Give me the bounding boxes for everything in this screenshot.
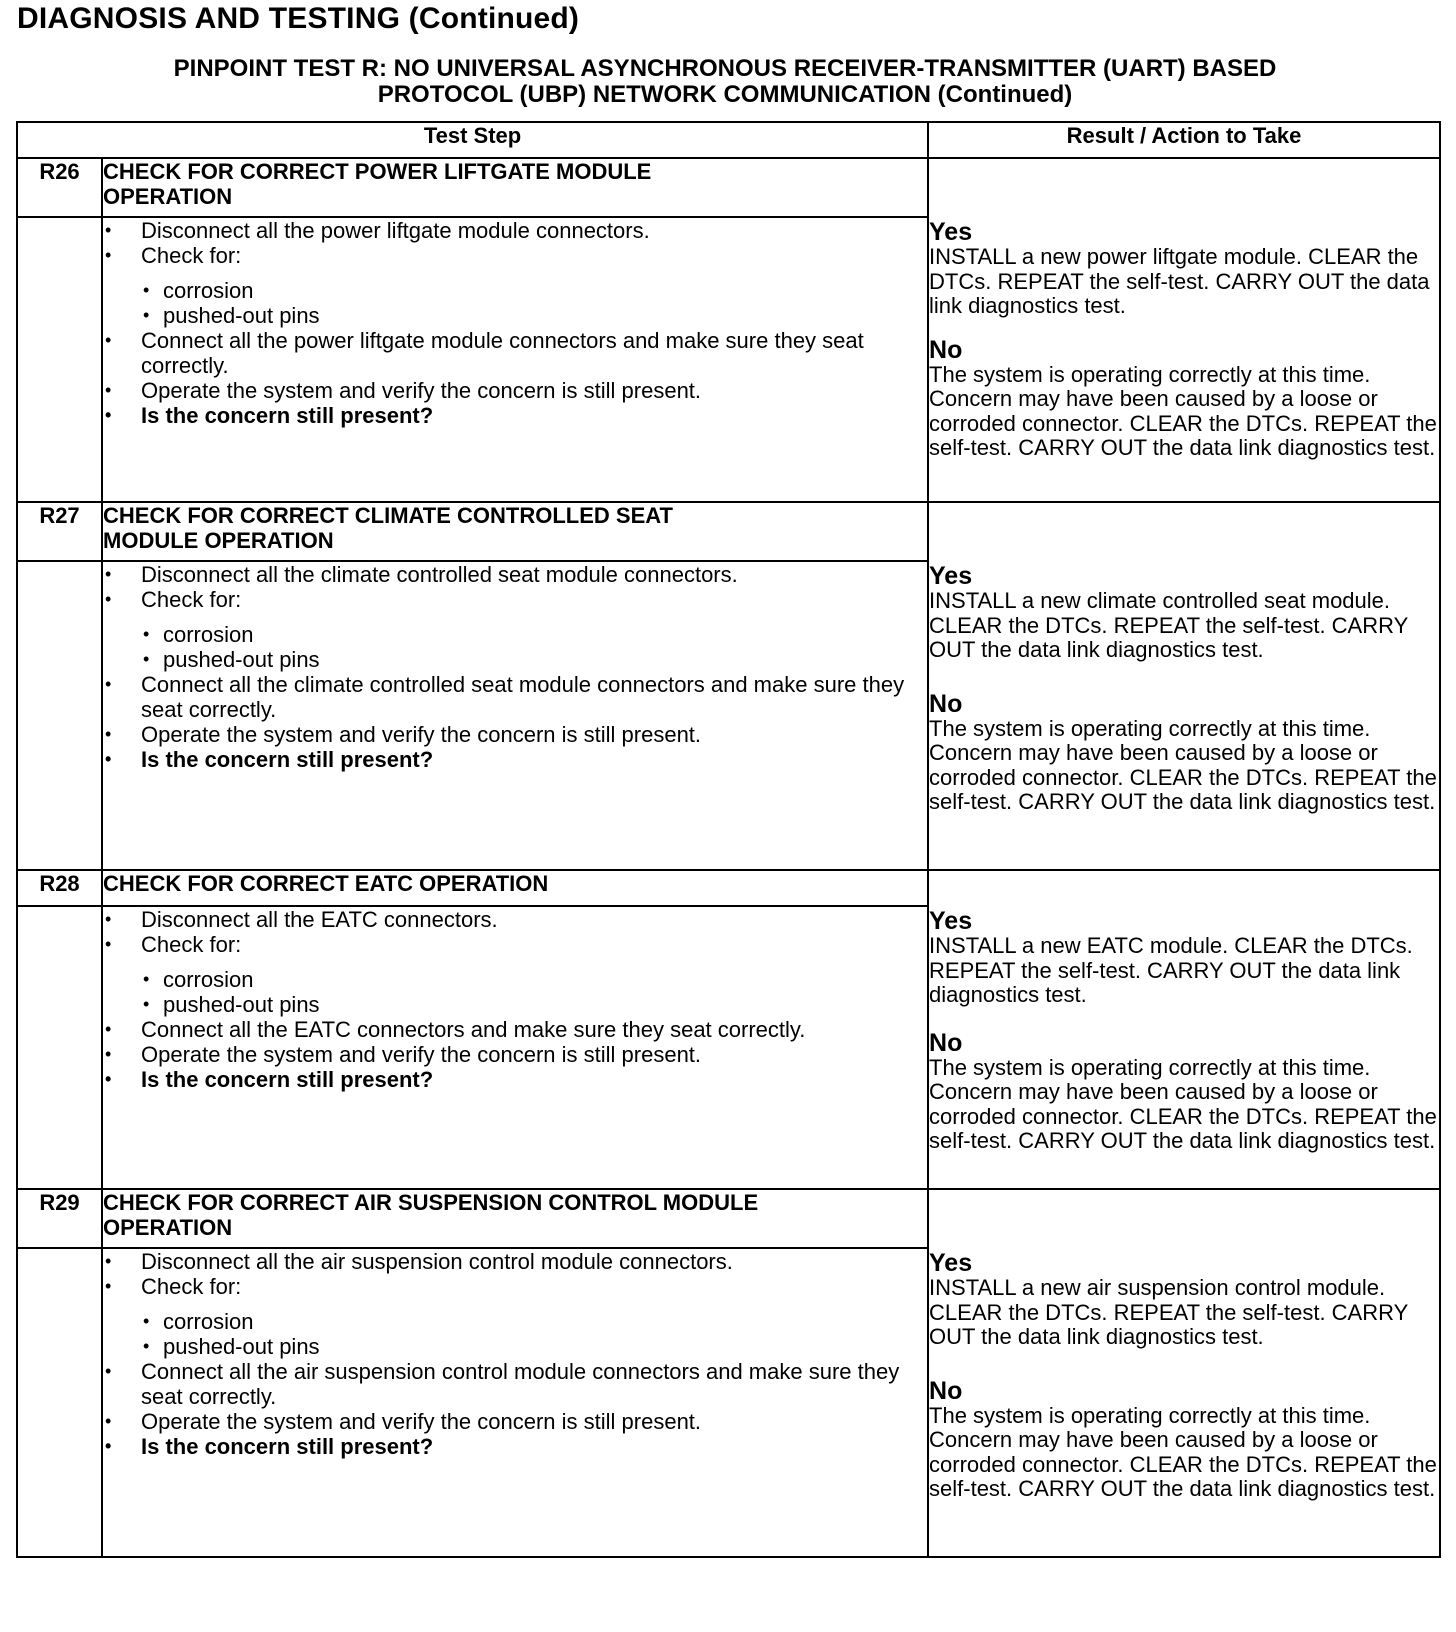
check-item: • corrosion (141, 967, 927, 992)
step-title-row (17, 502, 1440, 561)
check-for-label: Check for: (141, 587, 242, 612)
column-header-test-step: Test Step (17, 122, 928, 158)
step-title-row (17, 870, 1440, 906)
yes-action: INSTALL a new EATC module. CLEAR the DTCs. REPEAT the self-test. CARRY OUT the data link diagnostics test. (929, 933, 1413, 1007)
step-instructions (102, 1248, 928, 1557)
instruction-item: • Connect all the air suspension control module connectors and make sure they seat correctly. (103, 1359, 927, 1409)
question-item: • Is the concern still present? (103, 403, 927, 428)
yes-label: Yes (929, 907, 973, 935)
no-action: The system is operating correctly at this time. Concern may have been caused by a loose or corroded connector. CLEAR the DTCs. REPEAT the self-test. CARRY OUT the data link diagnostics test. (929, 1402, 1437, 1501)
step-id: R26 (17, 158, 102, 217)
instruction-item: • Operate the system and verify the concern is still present. (103, 378, 927, 403)
instruction-item: • Disconnect all the power liftgate module connectors. (103, 218, 927, 243)
result-no (929, 691, 1439, 815)
instruction-item: • Connect all the power liftgate module connectors and make sure they seat correctly. (103, 328, 927, 378)
result-no (929, 337, 1439, 461)
result-cell (928, 502, 1440, 870)
step-instructions (102, 217, 928, 502)
question-item: • Is the concern still present? (103, 1434, 927, 1459)
no-action: The system is operating correctly at this time. Concern may have been caused by a loose or corroded connector. CLEAR the DTCs. REPEAT the self-test. CARRY OUT the data link diagnostics test. (929, 361, 1437, 460)
page-title: DIAGNOSIS AND TESTING (Continued) (17, 2, 580, 35)
result-yes (929, 563, 1439, 663)
instruction-item: • Disconnect all the EATC connectors. (103, 907, 927, 932)
instruction-item: • Connect all the EATC connectors and make sure they seat correctly. (103, 1017, 927, 1042)
step-title-line: CHECK FOR CORRECT CLIMATE CONTROLLED SEAT (103, 503, 673, 528)
step-id: R27 (17, 502, 102, 561)
check-item: • corrosion (141, 1309, 927, 1334)
instruction-item (103, 243, 927, 328)
instruction-item: • Operate the system and verify the concern is still present. (103, 1409, 927, 1434)
yes-action: INSTALL a new air suspension control module. CLEAR the DTCs. REPEAT the self-test. CARRY OUT the data link diagnostics test. (929, 1275, 1408, 1349)
step-title-line: CHECK FOR CORRECT EATC OPERATION (103, 871, 549, 896)
step-id: R29 (17, 1189, 102, 1248)
step-instructions (102, 906, 928, 1189)
no-action: The system is operating correctly at this time. Concern may have been caused by a loose or corroded connector. CLEAR the DTCs. REPEAT the self-test. CARRY OUT the data link diagnostics test. (929, 1054, 1437, 1153)
check-for-label: Check for: (141, 932, 242, 957)
result-cell (928, 870, 1440, 1189)
check-item: • pushed-out pins (141, 303, 927, 328)
step-title (102, 158, 928, 217)
step-title (102, 870, 928, 906)
yes-action: INSTALL a new power liftgate module. CLEAR the DTCs. REPEAT the self-test. CARRY OUT the data link diagnostics test. (929, 244, 1430, 318)
check-for-label: Check for: (141, 1274, 242, 1299)
step-instructions (102, 561, 928, 870)
no-action: The system is operating correctly at this time. Concern may have been caused by a loose or corroded connector. CLEAR the DTCs. REPEAT the self-test. CARRY OUT the data link diagnostics test. (929, 715, 1437, 814)
no-label: No (929, 1028, 963, 1057)
result-yes (929, 219, 1439, 319)
yes-label: Yes (929, 1249, 973, 1277)
step-title-row (17, 1189, 1440, 1248)
pinpoint-test-title-line1: PINPOINT TEST R: NO UNIVERSAL ASYNCHRONOUS RECEIVER-TRANSMITTER (UART) BASED (173, 55, 1277, 82)
check-for-label: Check for: (141, 243, 242, 268)
pinpoint-test-table (16, 121, 1441, 1558)
check-item: • pushed-out pins (141, 992, 927, 1017)
step-id: R28 (17, 870, 102, 906)
step-title-line: MODULE OPERATION (103, 528, 334, 553)
result-no (929, 1030, 1439, 1154)
question-item: • Is the concern still present? (103, 1067, 927, 1092)
instruction-item (103, 932, 927, 1017)
pinpoint-test-title (30, 56, 1420, 108)
yes-label: Yes (929, 218, 973, 246)
instruction-item: • Disconnect all the climate controlled seat module connectors. (103, 562, 927, 587)
instruction-item (103, 587, 927, 672)
result-yes (929, 908, 1439, 1008)
step-title-line: CHECK FOR CORRECT AIR SUSPENSION CONTROL MODULE (103, 1190, 759, 1215)
result-yes (929, 1250, 1439, 1350)
check-item: • corrosion (141, 622, 927, 647)
column-header-result: Result / Action to Take (928, 122, 1440, 158)
step-title (102, 502, 928, 561)
step-title-row (17, 158, 1440, 217)
no-label: No (929, 1376, 963, 1405)
pinpoint-test-title-line2: PROTOCOL (UBP) NETWORK COMMUNICATION (Continued) (377, 81, 1073, 108)
instruction-item: • Operate the system and verify the concern is still present. (103, 1042, 927, 1067)
instruction-item: • Disconnect all the air suspension control module connectors. (103, 1249, 927, 1274)
check-item: • pushed-out pins (141, 1334, 927, 1359)
no-label: No (929, 689, 963, 718)
step-title-line: OPERATION (103, 184, 233, 209)
step-title-line: OPERATION (103, 1215, 233, 1240)
instruction-item: • Operate the system and verify the concern is still present. (103, 722, 927, 747)
yes-action: INSTALL a new climate controlled seat module. CLEAR the DTCs. REPEAT the self-test. CARRY OUT the data link diagnostics test. (929, 588, 1408, 662)
yes-label: Yes (929, 562, 973, 590)
question-item: • Is the concern still present? (103, 747, 927, 772)
result-no (929, 1378, 1439, 1502)
check-item: • pushed-out pins (141, 647, 927, 672)
no-label: No (929, 335, 963, 364)
step-title (102, 1189, 928, 1248)
check-item: • corrosion (141, 278, 927, 303)
result-cell (928, 158, 1440, 502)
instruction-item: • Connect all the climate controlled seat module connectors and make sure they seat correctly. (103, 672, 927, 722)
step-title-line: CHECK FOR CORRECT POWER LIFTGATE MODULE (103, 159, 652, 184)
table-header-row (17, 122, 1440, 158)
instruction-item (103, 1274, 927, 1359)
result-cell (928, 1189, 1440, 1557)
